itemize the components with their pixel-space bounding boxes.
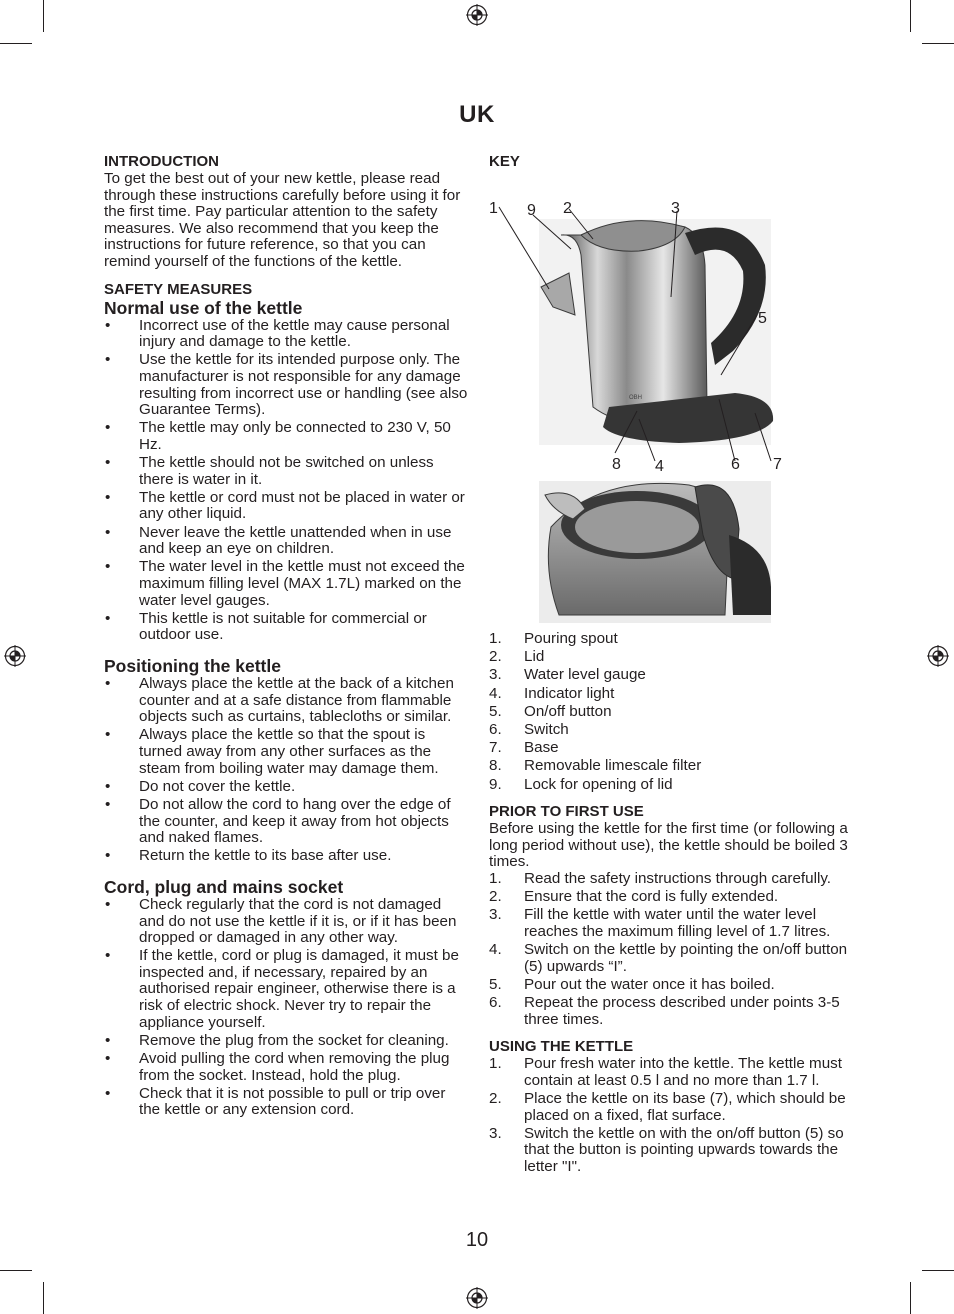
list-item: • Never leave the kettle unattended when in use and keep an eye on children.: [104, 525, 470, 558]
page-number: 10: [465, 1229, 489, 1251]
key-item: 7. Base: [489, 739, 559, 757]
page-title: UK: [459, 101, 495, 128]
crop-mark: [910, 0, 911, 32]
key-item: 2. Lid: [489, 648, 545, 666]
list-item: • The kettle may only be connected to 230 V, 50 Hz.: [104, 420, 470, 453]
list-item: • This kettle is not suitable for commercial or outdoor use.: [104, 611, 470, 644]
crop-mark: [0, 43, 32, 44]
callout-9: 9: [527, 202, 536, 219]
key-list: [489, 631, 861, 793]
key-item: 3. Water level gauge: [489, 666, 646, 684]
callout-2: 2: [563, 200, 572, 217]
key-item: 1. Pouring spout: [489, 630, 618, 647]
crop-mark: [43, 1282, 44, 1314]
callout-6: 6: [731, 456, 740, 473]
prior-first-use-steps: [489, 871, 861, 1028]
prior-first-use-intro: Before using the kettle for the first time (or following a long period without use), the kettle should be boiled 3 times.: [489, 820, 848, 871]
step-item: 2. Place the kettle on its base (7), which should be placed on a fixed, flat surface.: [489, 1089, 846, 1124]
list-item: • If the kettle, cord or plug is damaged, it must be inspected and, if necessary, repaired by an authorised repair engineer, otherwise there is a risk of electric shock. Never try to repair the appliance yourself.: [104, 948, 470, 1031]
list-item: • The kettle should not be switched on unless there is water in it.: [104, 455, 470, 488]
step-item: 2. Ensure that the cord is fully extended.: [489, 888, 779, 906]
kettle-illustration: [489, 175, 861, 625]
key-item: 6. Switch: [489, 720, 569, 738]
key-item: 9. Lock for opening of lid: [489, 775, 673, 793]
using-heading: USING THE KETTLE: [489, 1038, 634, 1056]
crop-mark: [0, 1270, 32, 1271]
list-item: • Do not cover the kettle.: [104, 779, 470, 796]
introduction-text: To get the best out of your new kettle, please read through these instructions carefully before using it for the first time. Pay particular attention to the safety measures. We also recommend that you keep the instructions for future reference, so that you can remind yourself of the functions of the kettle.: [104, 170, 461, 270]
key-item: 5. On/off button: [489, 702, 612, 720]
step-item: 4. Switch on the kettle by pointing the on/off button (5) upwards “I”.: [489, 941, 848, 975]
crop-mark: [922, 1270, 954, 1271]
using-steps: [489, 1056, 861, 1175]
list-item: • The kettle or cord must not be placed in water or any other liquid.: [104, 490, 470, 523]
step-item: 1. Read the safety instructions through carefully.: [489, 869, 832, 887]
step-item: 3. Switch the kettle on with the on/off button (5) so that the button is pointing upwards towards the letter "I".: [489, 1124, 844, 1175]
normal-use-heading: Normal use of the kettle: [104, 297, 303, 318]
registration-mark-icon: [466, 4, 488, 26]
callout-3: 3: [671, 200, 680, 217]
callout-4: 4: [655, 458, 664, 475]
step-item: 3. Fill the kettle with water until the water level reaches the maximum filling level of 1.7 litres.: [489, 906, 831, 940]
step-item: 6. Repeat the process described under points 3-5 three times.: [489, 994, 840, 1028]
positioning-heading: Positioning the kettle: [104, 656, 281, 676]
list-item: • Check that it is not possible to pull or trip over the kettle or any extension cord.: [104, 1086, 470, 1119]
list-item: • Avoid pulling the cord when removing the plug from the socket. Instead, hold the plug.: [104, 1051, 470, 1084]
list-item: • Always place the kettle so that the spout is turned away from any other surfaces as the steam from boiling water may damage them.: [104, 727, 470, 777]
introduction-heading: INTRODUCTION: [104, 153, 219, 170]
callout-7: 7: [773, 456, 782, 473]
list-item: • Always place the kettle at the back of a kitchen counter and at a safe distance from flammable objects such as curtains, tablecloths or similar.: [104, 676, 470, 726]
safety-heading: SAFETY MEASURES: [104, 280, 253, 298]
crop-mark: [910, 1282, 911, 1314]
key-item: 4. Indicator light: [489, 684, 615, 702]
right-column: [489, 153, 861, 1177]
list-item: • Incorrect use of the kettle may cause personal injury and damage to the kettle.: [104, 318, 470, 351]
callout-8: 8: [612, 456, 621, 473]
callout-5: 5: [758, 310, 767, 327]
positioning-list: [104, 676, 470, 865]
prior-first-use-heading: PRIOR TO FIRST USE: [489, 803, 644, 821]
svg-text:OBH: OBH: [629, 395, 643, 401]
crop-mark: [922, 43, 954, 44]
step-item: 1. Pour fresh water into the kettle. The kettle must contain at least 0.5 l and no more than 1.7 l.: [489, 1055, 842, 1089]
list-item: • Use the kettle for its intended purpose only. The manufacturer is not responsible for any damage resulting from incorrect use or handling (see also Guarantee Terms).: [104, 352, 470, 418]
normal-use-list: [104, 318, 470, 644]
cord-list: [104, 897, 470, 1119]
registration-mark-icon: [4, 645, 26, 667]
list-item: • The water level in the kettle must not exceed the maximum filling level (MAX 1.7L) marked on the water level gauges.: [104, 559, 470, 609]
key-item: 8. Removable limescale filter: [489, 757, 702, 775]
crop-mark: [43, 0, 44, 32]
list-item: • Return the kettle to its base after use.: [104, 848, 470, 865]
registration-mark-icon: [927, 645, 949, 667]
list-item: • Check regularly that the cord is not damaged and do not use the kettle if it is, or if it has been dropped or damaged in any other way.: [104, 897, 470, 947]
kettle-diagram: [489, 175, 861, 625]
list-item: • Do not allow the cord to hang over the edge of the counter, and keep it away from hot objects and naked flames.: [104, 797, 470, 847]
key-heading: KEY: [489, 153, 520, 170]
left-column: [104, 153, 470, 1121]
step-item: 5. Pour out the water once it has boiled.: [489, 975, 775, 993]
list-item: • Remove the plug from the socket for cleaning.: [104, 1033, 470, 1050]
cord-heading: Cord, plug and mains socket: [104, 876, 344, 897]
registration-mark-icon: [466, 1287, 488, 1309]
callout-1: 1: [489, 200, 498, 217]
